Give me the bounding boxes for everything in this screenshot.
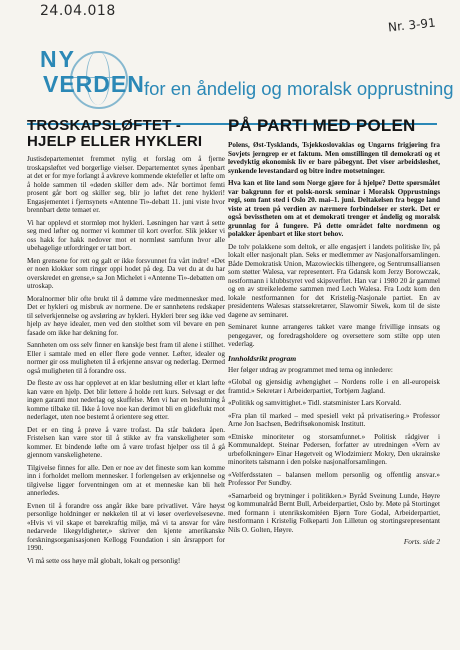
- continued-note: Forts. side 2: [403, 538, 440, 546]
- left-paragraph: Tilgivelse finnes for alle. Den er noe av det fineste som kan komme inn i forholdet mellom mennesker. I forlengelsen av erkjennelse og tilgivelse ligger forventningen om at et menneske kan bli helt annerledes.: [27, 463, 225, 497]
- left-paragraph: Evnen til å forandre oss angår ikke bare privatlivet. Våre høyst personlige holdninger er nøkkelen til at vi løser overlevelsesevne. «Hvis vi vil skape et bærekraftig miljø, må vi ta ansvar for våre nedarvede likegyldigheter,» skriver den kjente amerikanske forskningsorganisasjonen Kellogg Foundation i sin årsrapport for 1990.: [27, 501, 225, 552]
- program-item: «Velferdsstaten – balansen mellom personlig og offentlig ansvar.» Professor Per Sundby.: [228, 470, 440, 487]
- left-article: [27, 118, 225, 569]
- right-paragraph: De tolv polakkene som deltok, er alle engasjert i landets politiske liv, på lokalt eller nasjonalt plan. Seks er medlemmer av Nasjonalforsamlingen. Både Demokratisk Union, Mazowieckis tilhengere, og Sentrumsalliansen som støtter Walesa, var representert. Fra Gdansk kom Jerzy Borowczak, nestformann i klubbstyret ved skipsverftet. Han var i 1980 20 år gammel og en av streikeledeme sammen med Lech Walesa. Fra Lodz kom den lokale nestformannen for det Kristelig-Nasjonale partiet. En av presidentens Walesas statssekretærer, Slawomir Siwek, kom til de siste dagene av seminaret.: [228, 242, 440, 319]
- program-item: «Global og gjensidig avhengighet – Nordens rolle i en all-europeisk framtid.» Sekretær i Arbeiderpartiet, Torbjørn Jagland.: [228, 378, 440, 395]
- right-article-title: PÅ PARTI MED POLEN: [228, 116, 416, 135]
- left-paragraph: Vi må sette oss høye mål globalt, lokalt og personlig!: [27, 556, 181, 565]
- tagline: for en åndelig og moralsk opprustning: [144, 78, 454, 99]
- handwritten-issue-number: Nr. 3-91: [387, 15, 437, 35]
- right-article: [228, 118, 440, 546]
- program-item: «Politikk og samvittighet.» Tidl. statsminister Lars Korvald.: [228, 399, 402, 407]
- logo-ny: NY: [40, 46, 76, 72]
- left-paragraph: Det er en ting å prøve å være trofast. Da står bakdøra åpen. Fristelsen kan være stor til å stikke av fra vanskeligheter som kommer. Et bindende løfte om å være trofast hjelper oss til å gå gjennom vanskelighetene.: [27, 425, 225, 459]
- program-item: «Etniske minoriteter og storsamfunnet.» Politisk rådgiver i Kommunaldept. Steinar Pedersen, forfatter av utredningen «Vern av urbefolkninger» Einar Høgetveit og Wlodzimierz Mokry, Den ukrainske minoritets talsmann i den polske nasjonalforsamlingen.: [228, 432, 440, 466]
- left-article-title: TROSKAPSLØFTET - HJELP ELLER HYKLERI: [27, 117, 203, 150]
- program-item: «Samarbeid og brytninger i politikken.» Byråd Sveinung Lunde, Høyre og kommunalråd Bernt Bull, Arbeiderpartiet, Oslo by. Møte på Stortinget med formann i utenrikskomitéen Bjørn Tore Godal, Arbeiderpartiet, nestformann i Kristelig Folkeparti Jon Lilletun og stortingsrepresentant Nils O. Golten, Høyre.: [228, 491, 440, 534]
- left-paragraph: Men grensene for rett og galt er ikke forsvunnet fra vårt indre! «Det er noen klokker som ringer oppi hodet på deg. Da vet du at du har overskredet en grense,» sa Jon Michelet i «Antenne Ti»-debatten om utroskap.: [27, 256, 225, 290]
- right-lead-paragraph: Polens, Øst-Tysklands, Tsjekkoslovakias og Ungarns frigjøring fra Sovjets jerngrep er et faktum. Men omstillingen til demokrati og et levedyktig økonomisk liv er bare påbegynt. Det viser arbeidsløshet, synkende levestandard og bitre indre motsetninger.: [228, 141, 440, 175]
- left-paragraph: Moralnormer blir ofte brukt til å dømme våre medmennesker med. Det er hykleri og misbruk av normene. De er sannhetens redskaper til selverkjennelse og avsløring av hykleri. Hykleri brer seg ikke ved hjelp av høye idealer, men ved den stolthet som vil bevare en pen fasade om ikke har dekning for.: [27, 294, 225, 337]
- left-paragraph: Justisdepartementet fremmet nylig et forslag om å fjerne troskapsløftet ved borgerlige vielser. Departementet synes åpenbart at det er for mye forlangt å avkreve kommende ektefeller et løfte om å holde sammen til «døden skiller dem ad». Når bortimot femti prosent går bort og skiller seg, blir jo løftet det rene hykleri! Engasjementet i fjernsynets «Antenne Ti»-debatt 11. juni viste hvor brennbart dette temaet er.: [27, 155, 225, 214]
- left-paragraph: Sannheten om oss selv finner en kanskje best fram til alene i stillhet. Eller i samtale med en eller flere gode venner. Løfter, idealer og normer gir oss muligheten til å erkjenne ansvar og nederlag. Dermed også muligheten til å forandre oss.: [27, 341, 225, 375]
- program-item: «Fra plan til marked – med spesiell vekt på privatisering.» Professor Arne Jon Isachsen, Bedriftsøkonomisk Institutt.: [228, 411, 440, 428]
- program-intro: Her følger utdrag av programmet med tema og innledere:: [228, 365, 393, 374]
- logo-verden: VERDEN: [43, 71, 145, 97]
- program-heading: Innholdsrikt program: [228, 353, 297, 363]
- handwritten-date: 24.04.018: [40, 3, 116, 19]
- masthead: [0, 22, 460, 122]
- left-paragraph: Vi har opplevd et stormløp mot hykleri. Løsningen har vært å sette seg med løfter og normer vi kommer til kort overfor. Slik jekker vi oss hakk for hakk nedover mot et normløst samfunn hvor alle ubehagelige utfordringer er tatt bort.: [27, 218, 225, 252]
- right-paragraph: Seminaret kunne arrangeres takket være mange frivillige innsats og pengegaver, og foredragsholdere og oversettere som stilte opp uten vederlag.: [228, 323, 440, 348]
- left-paragraph: De fleste av oss har opplevet at en klar beslutning eller et klart løfte kan være en hjelp. Det blir lettere å holde rett kurs. Selvsagt er det ingen garanti mot nederlag og skuffelse. Men vi har en beslutning å komme tilbake til. Ikke å love noe kan derimot bli en glideflukt mot nederlaget, uten noe bestemt å orientere seg etter.: [27, 379, 225, 421]
- right-lead-paragraph: Hva kan et lite land som Norge gjøre for å hjelpe? Dette spørsmålet var bakgrunn for et polsk-norsk seminar i Moralsk Opprustnings regi, som fant sted i Oslo 20. mai–1. juni. Deltakelsen fra begge land viste at troen på verdien av nærmere forbindelser er sterk. Det er også bevisstheten om at et demokrati trenger et åndelig og moralsk grunnlag for å fungere. På dette området følte nordmenn og polakker åpenbart et like stort behov.: [228, 179, 440, 238]
